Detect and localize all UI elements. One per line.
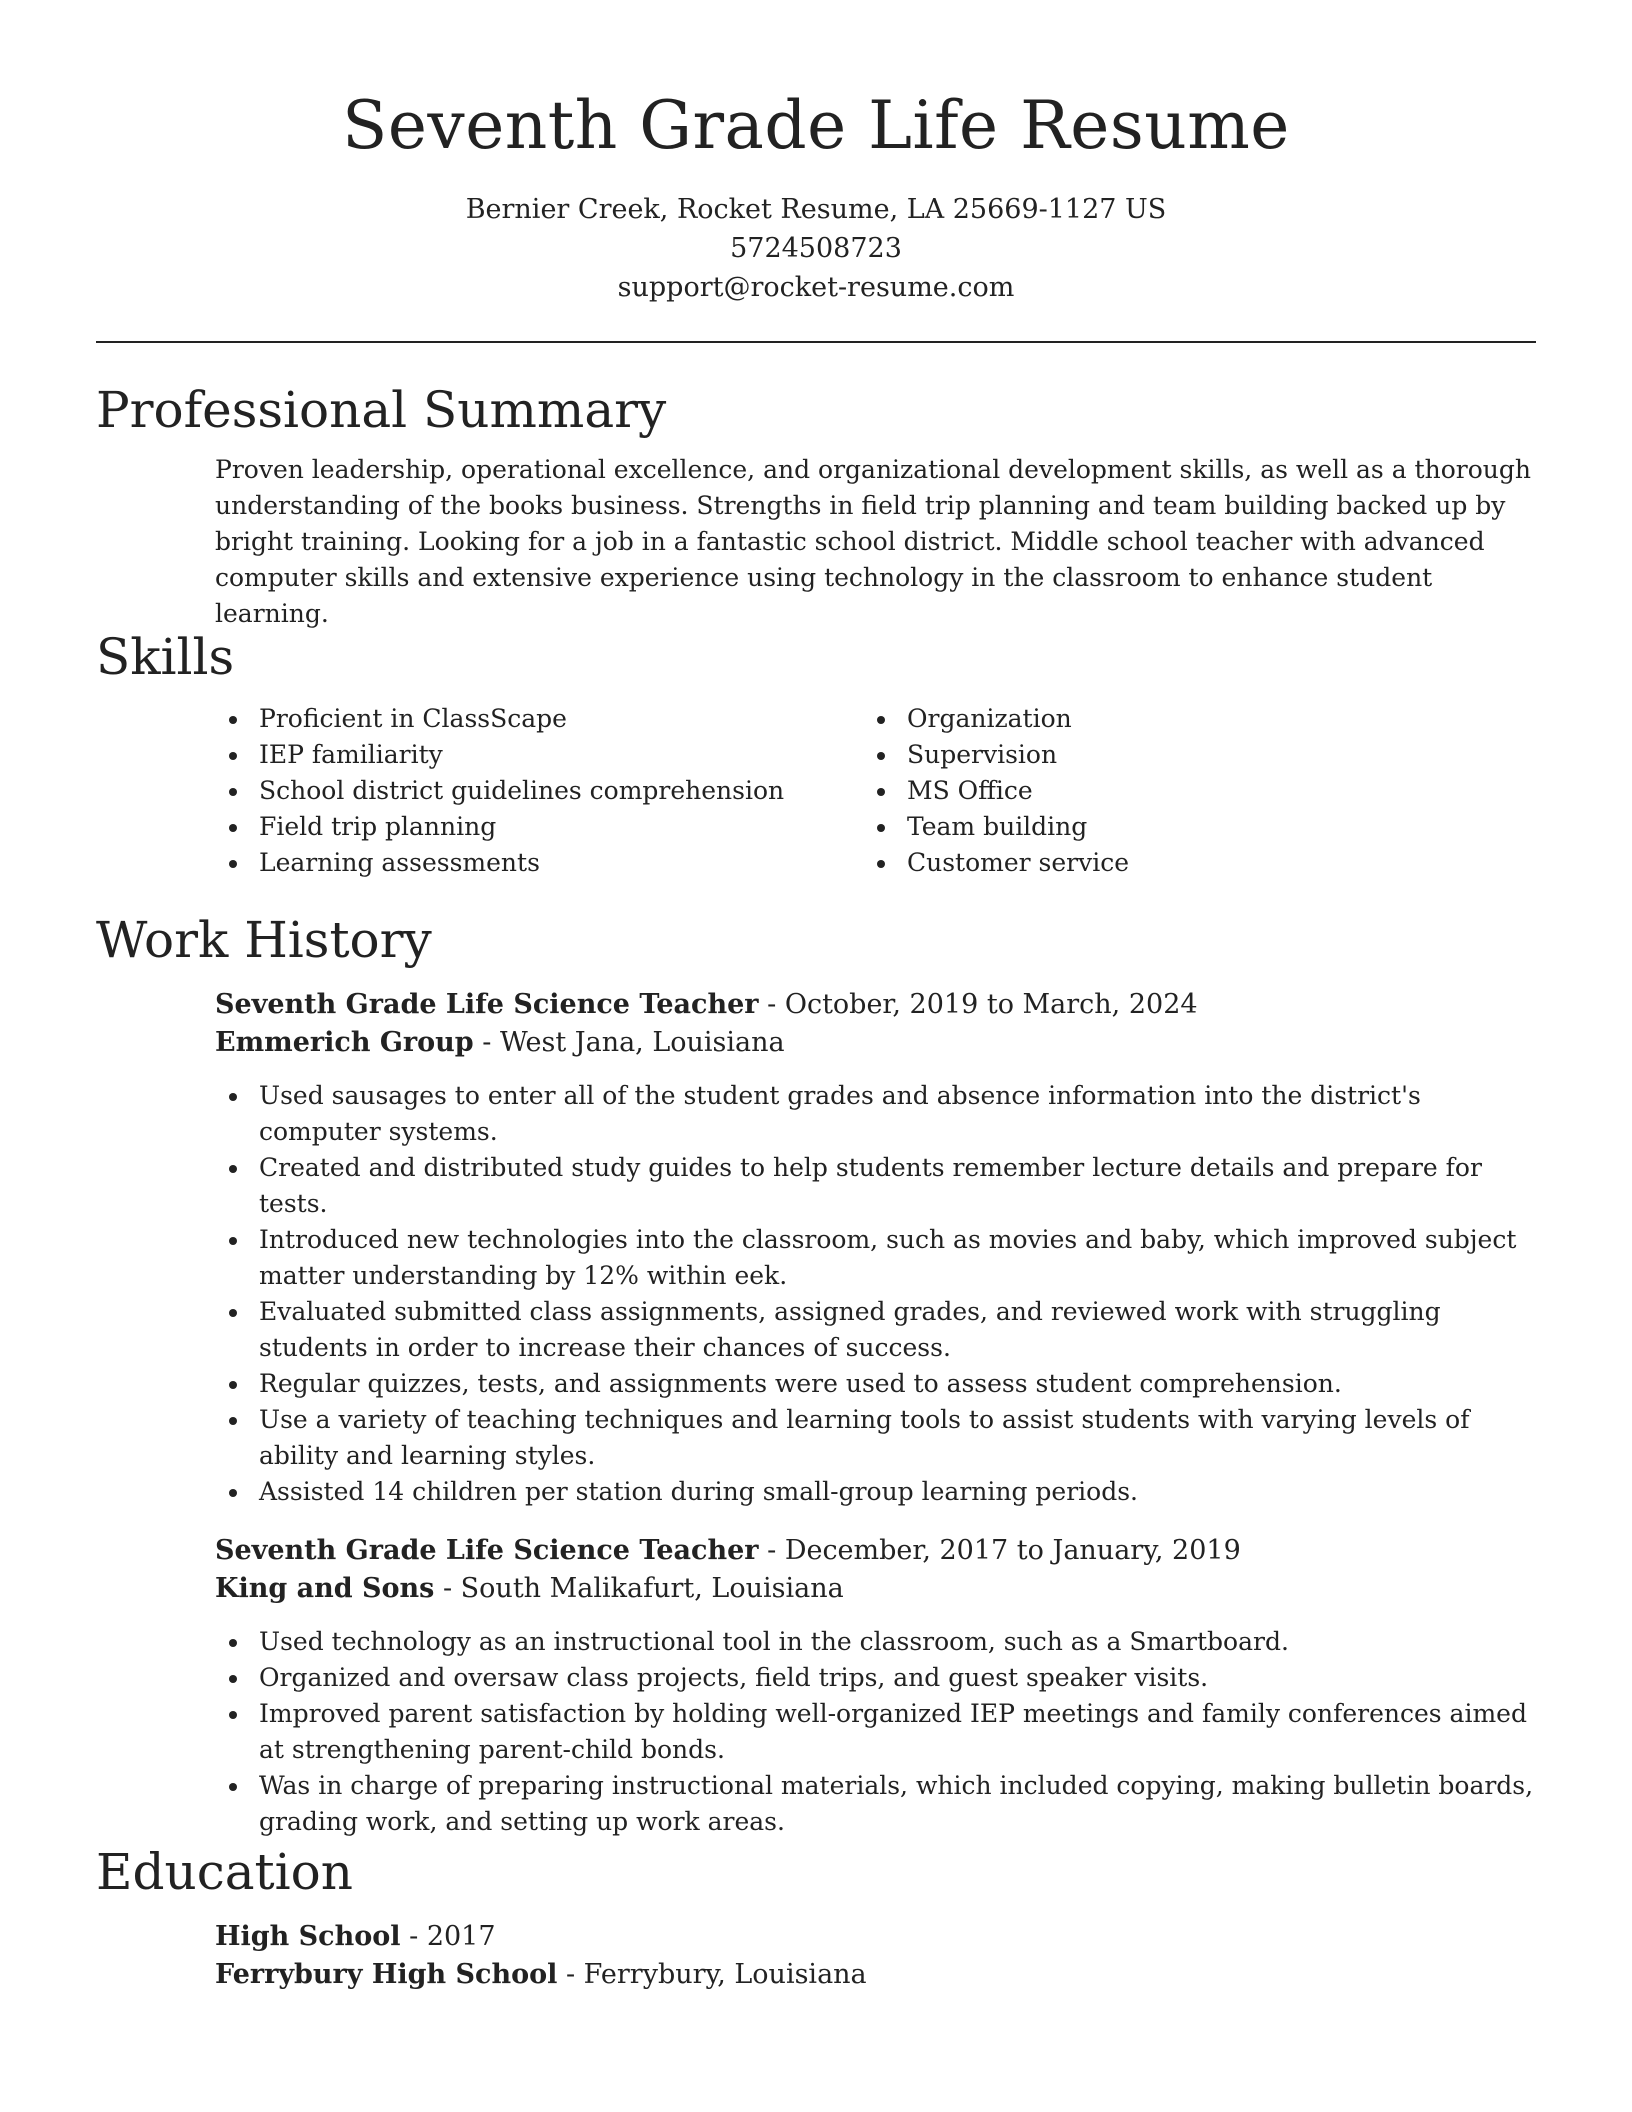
separator: - [400, 1921, 427, 1952]
resume-name: Seventh Grade Life Resume [342, 87, 1290, 164]
job-bullet: Used technology as an instructional tool in the classroom, such as a Smartboard. [215, 1624, 1536, 1660]
job-company: King and Sons [215, 1573, 435, 1604]
education-section [96, 1840, 1536, 1994]
skills-section [96, 625, 1536, 881]
resume-header [0, 0, 1632, 307]
separator: - [473, 1027, 500, 1058]
job-title-line [215, 1532, 1536, 1570]
school-line [215, 1956, 1536, 1994]
job-dates: December, 2017 to January, 2019 [784, 1535, 1241, 1566]
skill-item: IEP familiarity [215, 737, 863, 773]
contact-info [0, 190, 1632, 307]
summary-heading: Professional Summary [96, 381, 667, 439]
job-company: Emmerich Group [215, 1027, 474, 1058]
job-title: Seventh Grade Life Science Teacher [215, 989, 759, 1020]
job-bullet: Introduced new technologies into the classroom, such as movies and baby, which improved subject matter understanding by 12% within eek. [215, 1222, 1536, 1294]
job-bullet: Used sausages to enter all of the student grades and absence information into the district's computer systems. [215, 1078, 1536, 1150]
separator: - [758, 989, 785, 1020]
job-location: South Malikafurt, Louisiana [460, 1573, 844, 1604]
address: Bernier Creek, Rocket Resume, LA 25669-1127 US [465, 194, 1167, 225]
degree-line [215, 1918, 1536, 1956]
skill-item: Team building [863, 809, 1129, 845]
summary-section [96, 378, 1536, 632]
header-divider [96, 341, 1536, 343]
skills-heading: Skills [96, 628, 235, 686]
job-bullet: Regular quizzes, tests, and assignments were used to assess student comprehension. [215, 1366, 1536, 1402]
work-history-heading: Work History [96, 911, 432, 969]
school-name: Ferrybury High School [215, 1959, 558, 1990]
job-bullet: Use a variety of teaching techniques and learning tools to assist students with varying levels of ability and learning styles. [215, 1402, 1536, 1474]
job-bullet: Created and distributed study guides to help students remember lecture details and prepare for tests. [215, 1150, 1536, 1222]
job-bullet: Was in charge of preparing instructional materials, which included copying, making bulletin boards, grading work, and setting up work areas. [215, 1768, 1536, 1840]
phone: 5724508723 [730, 233, 902, 264]
skill-item: School district guidelines comprehension [215, 773, 863, 809]
job-company-line [215, 1024, 1536, 1062]
skill-item: Proficient in ClassScape [215, 701, 863, 737]
skills-list-left [215, 701, 863, 881]
job-bullet: Improved parent satisfaction by holding well-organized IEP meetings and family conferences aimed at strengthening parent-child bonds. [215, 1696, 1536, 1768]
job-entry [215, 1532, 1536, 1840]
separator: - [557, 1959, 584, 1990]
job-entry [215, 986, 1536, 1510]
job-bullets [215, 1624, 1536, 1840]
education-heading: Education [96, 1843, 353, 1901]
work-history-section [96, 908, 1536, 1840]
job-bullet: Organized and oversaw class projects, field trips, and guest speaker visits. [215, 1660, 1536, 1696]
degree: High School [215, 1921, 401, 1952]
skills-list-right [863, 701, 1129, 881]
job-company-line [215, 1570, 1536, 1608]
job-bullet: Assisted 14 children per station during small-group learning periods. [215, 1474, 1536, 1510]
skill-item: Organization [863, 701, 1129, 737]
skill-item: Learning assessments [215, 845, 863, 881]
job-bullets [215, 1078, 1536, 1510]
skill-item: Field trip planning [215, 809, 863, 845]
job-title: Seventh Grade Life Science Teacher [215, 1535, 759, 1566]
job-location: West Jana, Louisiana [499, 1027, 785, 1058]
separator: - [758, 1535, 785, 1566]
education-entry [215, 1918, 1536, 1994]
job-dates: October, 2019 to March, 2024 [784, 989, 1198, 1020]
skills-columns [215, 701, 1536, 881]
job-bullet: Evaluated submitted class assignments, assigned grades, and reviewed work with struggling students in order to increase their chances of success. [215, 1294, 1536, 1366]
skill-item: Customer service [863, 845, 1129, 881]
separator: - [434, 1573, 461, 1604]
skill-item: MS Office [863, 773, 1129, 809]
job-title-line [215, 986, 1536, 1024]
email: support@rocket-resume.com [617, 272, 1015, 303]
graduation-year: 2017 [426, 1921, 496, 1952]
summary-text: Proven leadership, operational excellence, and organizational development skills, as well as a thorough understanding of the books business. Strengths in field trip planning and team building backed up by bright training. Looking for a job in a fantastic school district. Middle school teacher with advanced computer skills and extensive experience using technology in the classroom to enhance student learning. [215, 455, 1531, 628]
school-location: Ferrybury, Louisiana [583, 1959, 867, 1990]
skill-item: Supervision [863, 737, 1129, 773]
